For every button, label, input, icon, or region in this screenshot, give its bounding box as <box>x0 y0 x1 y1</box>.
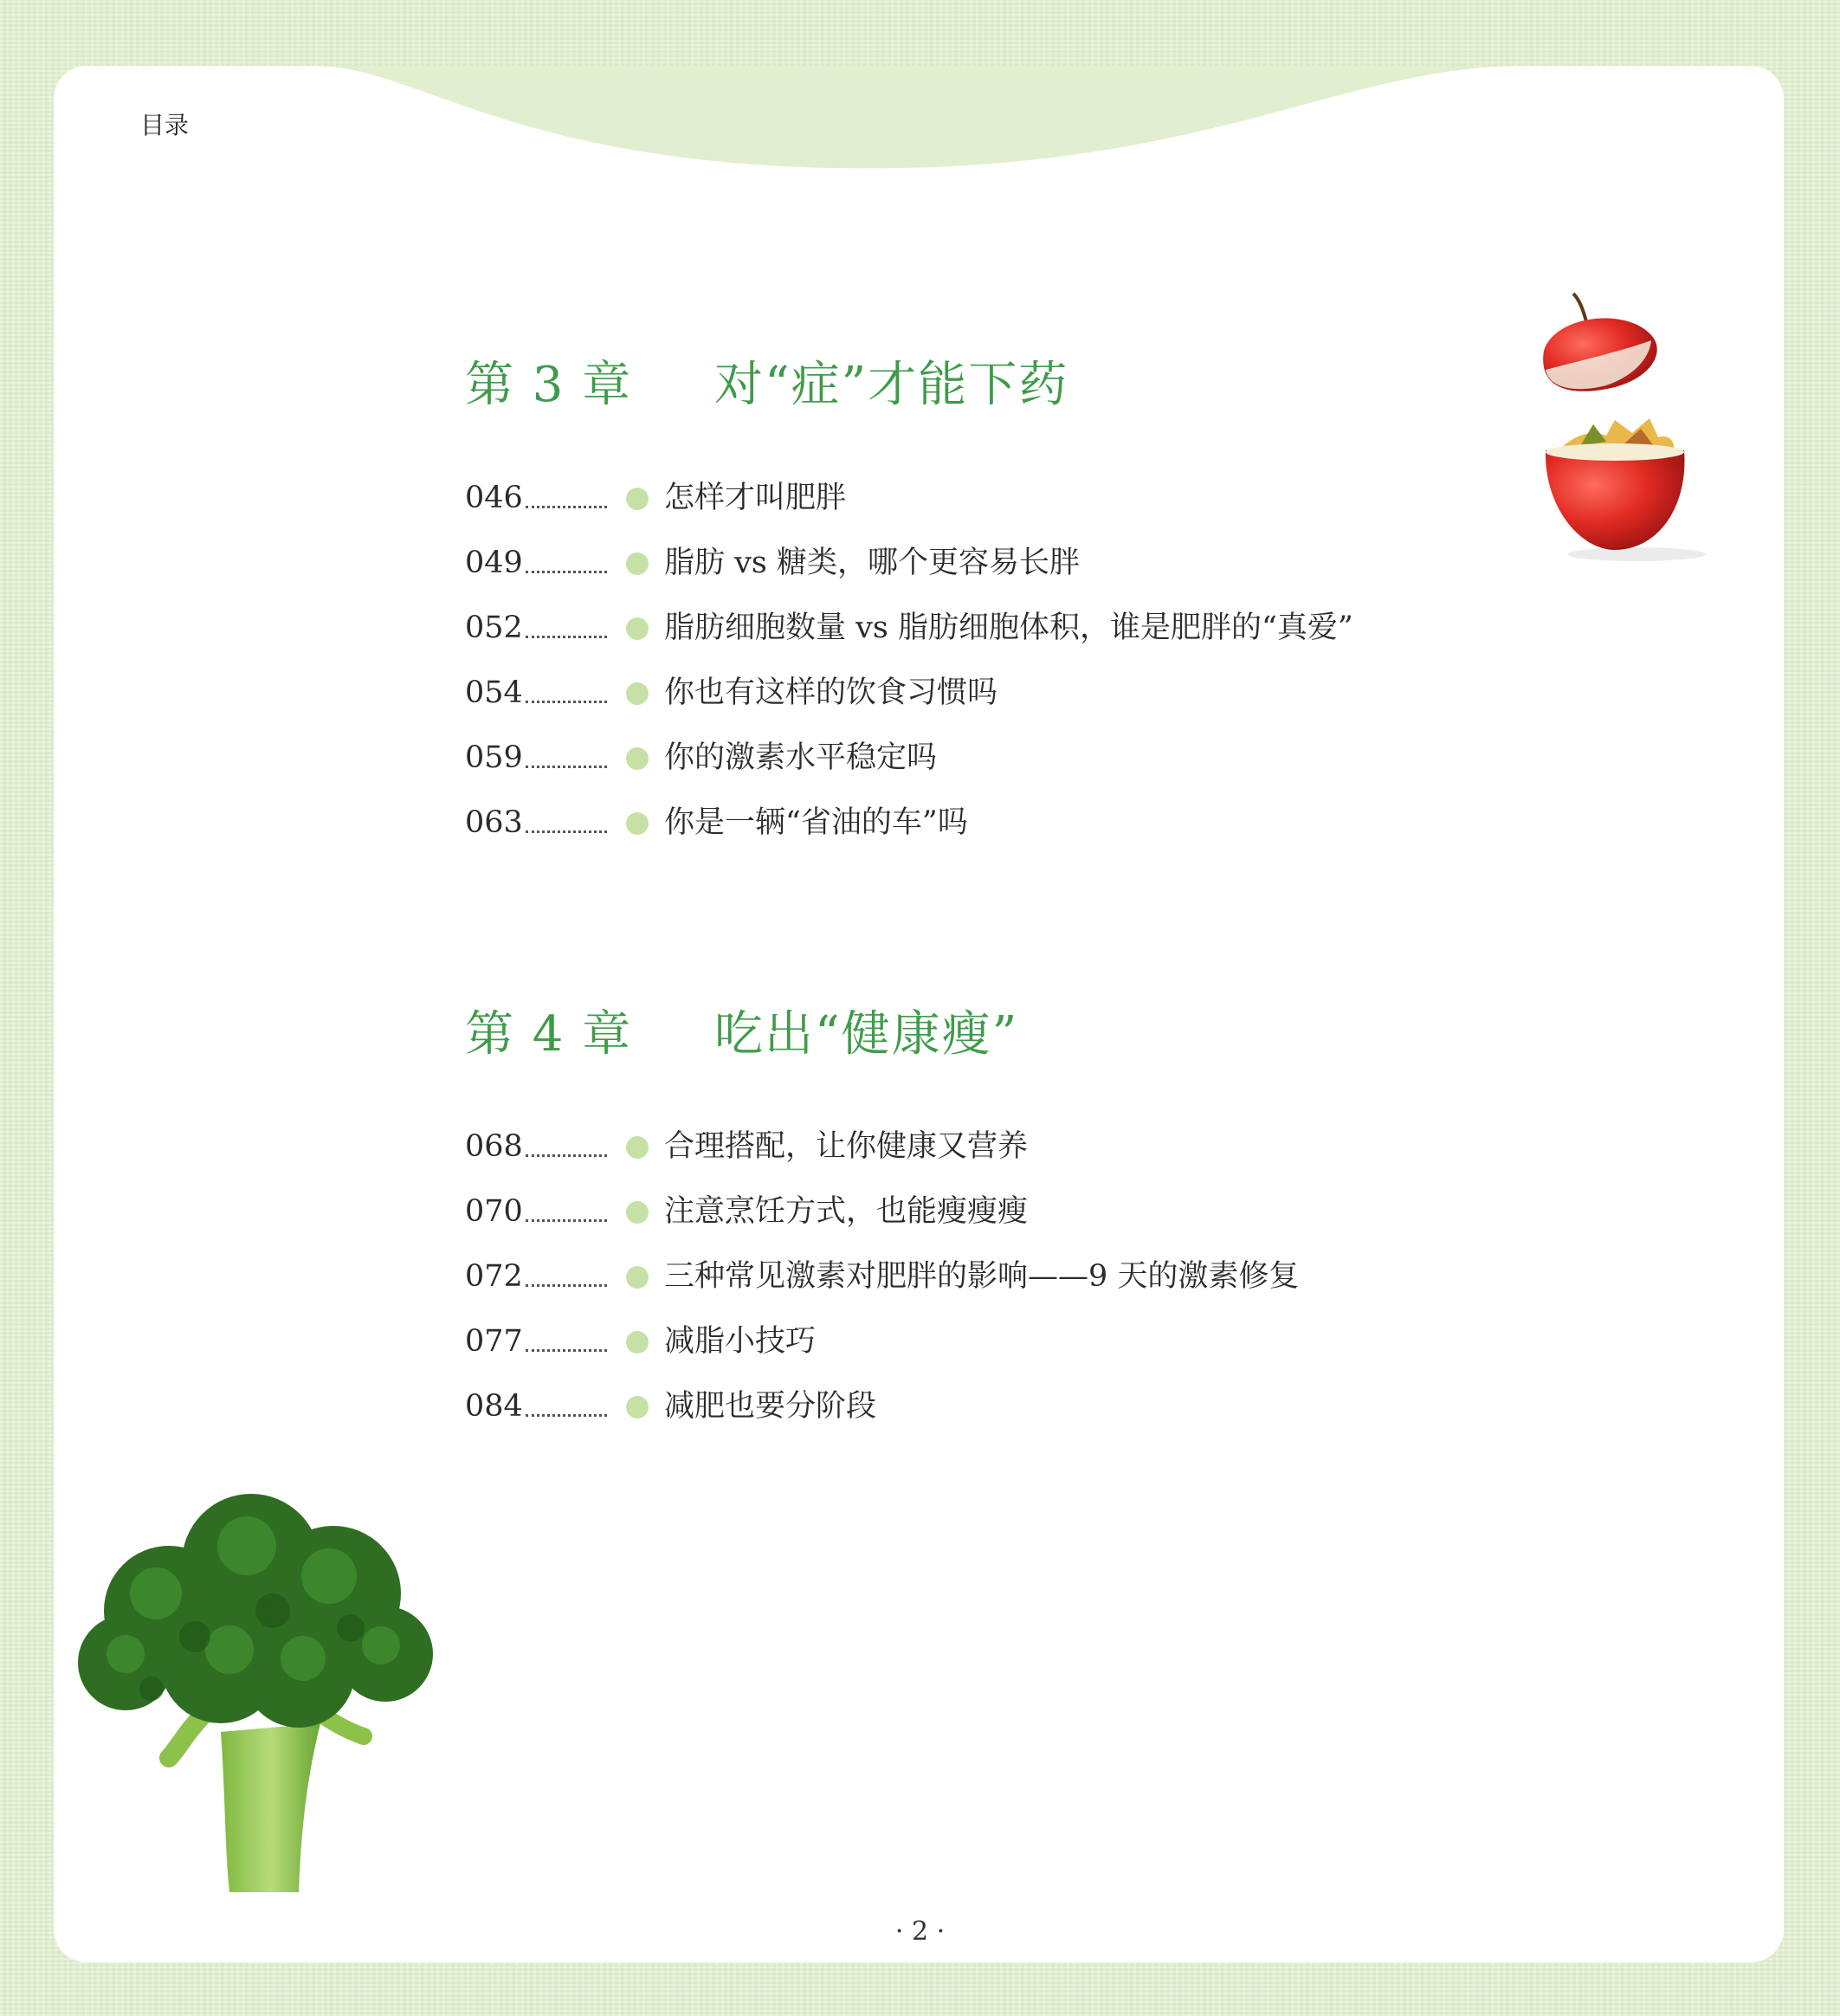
header-wave-decoration <box>54 66 1784 196</box>
entry-title: 怎样才叫肥胖 <box>664 481 847 515</box>
entry-title: 你是一辆“省油的车”吗 <box>664 805 968 840</box>
bullet-icon <box>626 1266 649 1289</box>
chapter-heading <box>465 346 1068 416</box>
bullet-icon <box>626 812 649 835</box>
bullet-icon <box>626 1396 649 1418</box>
entry-title: 脂肪 vs 糖类，哪个更容易长胖 <box>664 546 1080 580</box>
broccoli-icon <box>74 1489 463 1905</box>
entry-page-number: 068 <box>465 1129 523 1164</box>
entry-page-number: 059 <box>465 740 523 775</box>
entry-page-number: 052 <box>465 611 523 645</box>
bullet-icon <box>626 682 649 705</box>
dot-leader <box>526 466 607 508</box>
dot-leader <box>526 726 607 768</box>
bullet-icon <box>626 617 649 640</box>
chapter-label: 第 3 章 <box>465 357 633 413</box>
bullet-icon <box>626 1331 649 1354</box>
entry-title: 你的激素水平稳定吗 <box>664 740 938 775</box>
entry-title: 减肥也要分阶段 <box>664 1389 877 1424</box>
dot-leader <box>526 1115 607 1157</box>
entry-title: 注意烹饪方式，也能瘦瘦瘦 <box>664 1194 1029 1229</box>
entry-page-number: 084 <box>465 1389 523 1424</box>
entry-page-number: 046 <box>465 481 523 515</box>
entry-title: 你也有这样的饮食习惯吗 <box>664 675 998 710</box>
apple-icon <box>1520 290 1736 585</box>
dot-leader <box>526 661 607 703</box>
bullet-icon <box>626 747 649 770</box>
dot-leader <box>526 596 607 638</box>
bullet-icon <box>626 1136 649 1159</box>
entry-page-number: 063 <box>465 805 523 840</box>
bullet-icon <box>626 552 649 575</box>
entry-title: 减脂小技巧 <box>664 1324 817 1359</box>
dot-leader <box>526 1244 607 1287</box>
bullet-icon <box>626 488 649 510</box>
running-head: 目录 <box>140 111 190 139</box>
chapter-heading <box>465 996 1018 1065</box>
chapter-title: 对“症”才能下药 <box>714 357 1069 413</box>
dot-leader <box>526 531 607 573</box>
chapter-label: 第 4 章 <box>465 1006 633 1063</box>
dot-leader <box>526 1374 607 1417</box>
entry-page-number: 054 <box>465 675 523 710</box>
dot-leader <box>526 1179 607 1222</box>
entry-title: 合理搭配，让你健康又营养 <box>664 1129 1029 1164</box>
dot-leader <box>526 791 607 833</box>
page-number: · 2 · <box>894 1916 946 1947</box>
chapter-title: 吃出“健康瘦” <box>714 1006 1019 1063</box>
entry-page-number: 070 <box>465 1194 523 1229</box>
dot-leader <box>526 1309 607 1352</box>
entry-page-number: 077 <box>465 1324 523 1359</box>
entry-title: 三种常见激素对肥胖的影响——9 天的激素修复 <box>664 1259 1300 1294</box>
entry-page-number: 072 <box>465 1259 523 1294</box>
entry-title: 脂肪细胞数量 vs 脂肪细胞体积，谁是肥胖的“真爱” <box>664 611 1353 645</box>
entry-page-number: 049 <box>465 546 523 580</box>
bullet-icon <box>626 1201 649 1224</box>
